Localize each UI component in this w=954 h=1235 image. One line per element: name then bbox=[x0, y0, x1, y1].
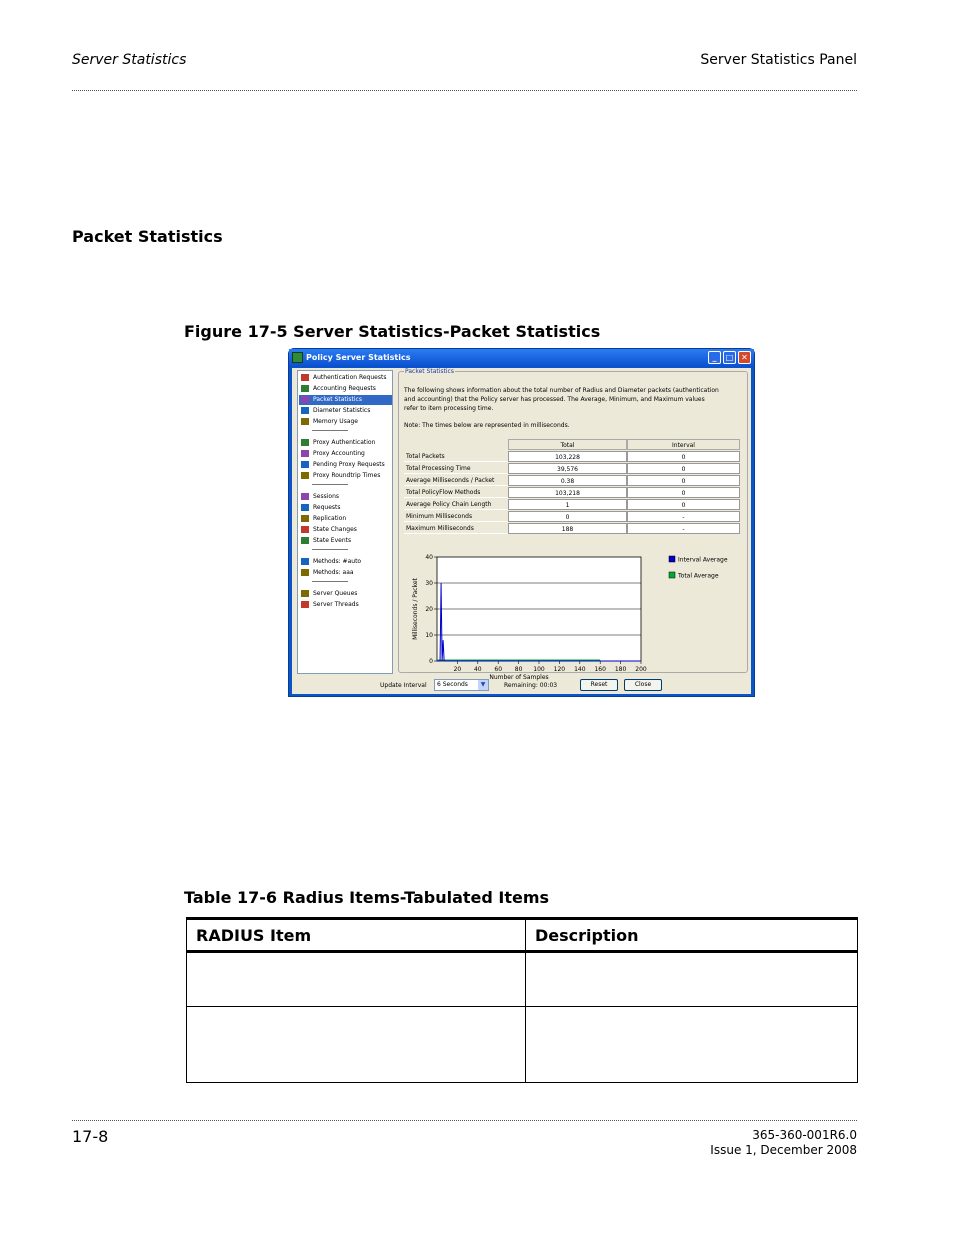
remaining-time: Remaining: 00:03 bbox=[504, 682, 558, 689]
tree-item-icon bbox=[301, 493, 309, 500]
tree-item[interactable] bbox=[299, 395, 392, 405]
grid-row-label: Total PolicyFlow Methods bbox=[404, 487, 508, 498]
policy-server-statistics-window bbox=[288, 348, 755, 697]
panel-desc-3: refer to item processing time. bbox=[404, 405, 494, 412]
table-cell bbox=[187, 952, 526, 1007]
update-interval-value: 6 Seconds bbox=[437, 681, 468, 688]
update-interval-select[interactable] bbox=[434, 679, 489, 691]
window-client-area bbox=[292, 368, 751, 694]
grid-header-row bbox=[404, 439, 740, 450]
tree-item-icon bbox=[301, 374, 309, 381]
window-title: Policy Server Statistics bbox=[306, 353, 411, 362]
window-titlebar[interactable] bbox=[289, 349, 754, 367]
grid-column-header[interactable]: Total bbox=[508, 439, 627, 450]
x-tick-label: 20 bbox=[453, 666, 462, 673]
tree-item-icon bbox=[301, 515, 309, 522]
tree-item-icon bbox=[301, 385, 309, 392]
minimize-icon[interactable]: _ bbox=[708, 351, 721, 364]
x-tick-label: 160 bbox=[594, 666, 606, 673]
y-tick-label: 40 bbox=[425, 554, 433, 561]
grid-total-value: 0.38 bbox=[508, 475, 627, 486]
tree-item-icon bbox=[301, 569, 309, 576]
tree-separator bbox=[312, 430, 348, 431]
tree-item-label: State Changes bbox=[313, 526, 357, 533]
grid-row-label: Average Policy Chain Length bbox=[404, 499, 508, 510]
tree-item[interactable] bbox=[299, 406, 392, 416]
x-tick-label: 80 bbox=[514, 666, 523, 673]
grid-interval-value: 0 bbox=[627, 487, 740, 498]
grid-total-value: 1 bbox=[508, 499, 627, 510]
grid-interval-value: - bbox=[627, 523, 740, 534]
update-interval-label: Update Interval bbox=[380, 682, 427, 689]
tree-item-icon bbox=[301, 601, 309, 608]
y-tick-label: 10 bbox=[425, 632, 433, 639]
panel-desc-2: and accounting) that the Policy server has processed. The Average, Minimum, and Maximum values bbox=[404, 396, 705, 403]
table-row bbox=[187, 952, 858, 1007]
panel-desc-1: The following shows information about the total number of Radius and Diameter packets (authentication bbox=[404, 387, 719, 394]
tree-item[interactable] bbox=[299, 503, 392, 513]
table-header-description: Description bbox=[526, 919, 858, 952]
tree-separator bbox=[312, 549, 348, 550]
legend-swatch bbox=[669, 556, 675, 562]
tree-item-icon bbox=[301, 558, 309, 565]
tree-item-icon bbox=[301, 461, 309, 468]
x-tick-label: 140 bbox=[574, 666, 586, 673]
tree-item-icon bbox=[301, 537, 309, 544]
grid-total-value: 39,576 bbox=[508, 463, 627, 474]
tree-item-label: Proxy Roundtrip Times bbox=[313, 472, 381, 479]
grid-total-value: 188 bbox=[508, 523, 627, 534]
doc-id: 365-360-001R6.0 bbox=[752, 1128, 857, 1142]
grid-total-value: 0 bbox=[508, 511, 627, 522]
tree-item[interactable] bbox=[299, 568, 392, 578]
header-rule bbox=[72, 90, 857, 91]
y-axis-label: Milliseconds / Packet bbox=[412, 578, 419, 640]
tree-item-label: State Events bbox=[313, 537, 352, 544]
tree-item-label: Diameter Statistics bbox=[313, 407, 371, 414]
grid-row-label: Average Milliseconds / Packet bbox=[404, 475, 508, 486]
tree-item[interactable] bbox=[299, 373, 392, 383]
tree-item[interactable] bbox=[299, 449, 392, 459]
chevron-down-icon[interactable]: ▼ bbox=[478, 680, 488, 690]
tree-item-label: Sessions bbox=[313, 493, 340, 500]
x-tick-label: 100 bbox=[533, 666, 545, 673]
tree-item-icon bbox=[301, 418, 309, 425]
tree-item[interactable] bbox=[299, 492, 392, 502]
grid-column-header[interactable]: Interval bbox=[627, 439, 740, 450]
maximize-icon[interactable]: □ bbox=[723, 351, 736, 364]
tree-separator bbox=[312, 484, 348, 485]
table-cell bbox=[526, 1007, 858, 1083]
tree-item-icon bbox=[301, 396, 309, 403]
grid-row bbox=[404, 523, 740, 534]
tree-item-label: Methods: #auto bbox=[313, 558, 362, 565]
tree-item[interactable] bbox=[299, 384, 392, 394]
table-caption: Table 17-6 Radius Items-Tabulated Items bbox=[184, 888, 550, 907]
grid-row bbox=[404, 511, 740, 522]
packet-chart bbox=[404, 553, 744, 681]
tree-item-icon bbox=[301, 590, 309, 597]
y-tick-label: 0 bbox=[429, 658, 433, 665]
tree-item-icon bbox=[301, 504, 309, 511]
grid-row-label: Minimum Milliseconds bbox=[404, 511, 508, 522]
tree-item-icon bbox=[301, 472, 309, 479]
running-header-right: Server Statistics Panel bbox=[700, 52, 857, 68]
tree-item[interactable] bbox=[299, 438, 392, 448]
grid-row bbox=[404, 463, 740, 474]
panel-legend: Packet Statistics bbox=[405, 368, 454, 375]
x-tick-label: 60 bbox=[494, 666, 503, 673]
tree-item-icon bbox=[301, 450, 309, 457]
x-tick-label: 40 bbox=[473, 666, 482, 673]
y-tick-label: 30 bbox=[425, 580, 433, 587]
grid-row bbox=[404, 487, 740, 498]
legend-label: Interval Average bbox=[678, 556, 728, 564]
tree-separator bbox=[312, 581, 348, 582]
tree-item-label: Pending Proxy Requests bbox=[313, 461, 385, 468]
legend-label: Total Average bbox=[678, 572, 719, 580]
table-cell bbox=[526, 952, 858, 1007]
reset-button[interactable]: Reset bbox=[580, 679, 618, 691]
tree-item-label: Server Queues bbox=[313, 590, 358, 597]
x-axis-label: Number of Samples bbox=[489, 674, 549, 681]
grid-row-label: Total Packets bbox=[404, 451, 508, 462]
grid-interval-value: 0 bbox=[627, 451, 740, 462]
chart-area bbox=[404, 553, 744, 681]
footer-doc-info bbox=[710, 1128, 857, 1158]
grid-row bbox=[404, 499, 740, 510]
tree-item-icon bbox=[301, 407, 309, 414]
y-tick-label: 20 bbox=[425, 606, 433, 613]
tree-item-label: Accounting Requests bbox=[313, 385, 376, 392]
legend-swatch bbox=[669, 572, 675, 578]
section-title: Packet Statistics bbox=[72, 227, 223, 246]
tree-item[interactable] bbox=[299, 557, 392, 567]
close-button[interactable]: Close bbox=[624, 679, 662, 691]
grid-row bbox=[404, 451, 740, 462]
window-bottom-bar bbox=[292, 677, 751, 694]
tree-item[interactable] bbox=[299, 525, 392, 535]
table-header-row bbox=[187, 919, 858, 952]
tree-item[interactable] bbox=[299, 417, 392, 427]
panel-note: Note: The times below are represented in milliseconds. bbox=[404, 422, 570, 429]
x-tick-label: 200 bbox=[635, 666, 647, 673]
tree-item-label: Requests bbox=[313, 504, 341, 511]
tree-item[interactable] bbox=[299, 589, 392, 599]
grid-interval-value: - bbox=[627, 511, 740, 522]
x-tick-label: 180 bbox=[614, 666, 627, 673]
grid-total-value: 103,218 bbox=[508, 487, 627, 498]
footer-rule bbox=[72, 1120, 857, 1121]
tree-item-label: Proxy Authentication bbox=[313, 439, 376, 446]
tree-item-label: Methods: aaa bbox=[313, 569, 354, 576]
radius-items-table bbox=[186, 917, 858, 1083]
issue-date: Issue 1, December 2008 bbox=[710, 1143, 857, 1157]
figure-caption: Figure 17-5 Server Statistics-Packet Statistics bbox=[184, 322, 601, 341]
grid-row-label: Total Processing Time bbox=[404, 463, 508, 474]
table-header-radius-item: RADIUS Item bbox=[187, 919, 526, 952]
grid-interval-value: 0 bbox=[627, 475, 740, 486]
grid-row bbox=[404, 475, 740, 486]
tree-item-label: Packet Statistics bbox=[313, 396, 362, 403]
statistics-tree[interactable] bbox=[297, 370, 393, 674]
x-tick-label: 120 bbox=[553, 666, 566, 673]
tree-item-icon bbox=[301, 439, 309, 446]
grid-interval-value: 0 bbox=[627, 463, 740, 474]
grid-row-label: Maximum Milliseconds bbox=[404, 523, 508, 534]
grid-total-value: 103,228 bbox=[508, 451, 627, 462]
table-row bbox=[187, 1007, 858, 1083]
grid-interval-value: 0 bbox=[627, 499, 740, 510]
tree-item-icon bbox=[301, 526, 309, 533]
tree-item[interactable] bbox=[299, 471, 392, 481]
app-icon bbox=[292, 352, 303, 363]
tree-item[interactable] bbox=[299, 460, 392, 470]
tree-item-label: Authentication Requests bbox=[313, 374, 387, 381]
running-header-left: Server Statistics bbox=[72, 52, 187, 68]
table-cell bbox=[187, 1007, 526, 1083]
tree-item-label: Proxy Accounting bbox=[313, 450, 365, 457]
page-number: 17-8 bbox=[72, 1127, 109, 1146]
tree-item[interactable] bbox=[299, 600, 392, 610]
close-icon[interactable]: ✕ bbox=[738, 351, 751, 364]
tree-item[interactable] bbox=[299, 514, 392, 524]
packet-statistics-panel bbox=[398, 368, 748, 681]
tree-item[interactable] bbox=[299, 536, 392, 546]
tree-item-label: Server Threads bbox=[313, 601, 359, 608]
tree-item-label: Replication bbox=[313, 515, 347, 522]
tree-item-label: Memory Usage bbox=[313, 418, 359, 425]
